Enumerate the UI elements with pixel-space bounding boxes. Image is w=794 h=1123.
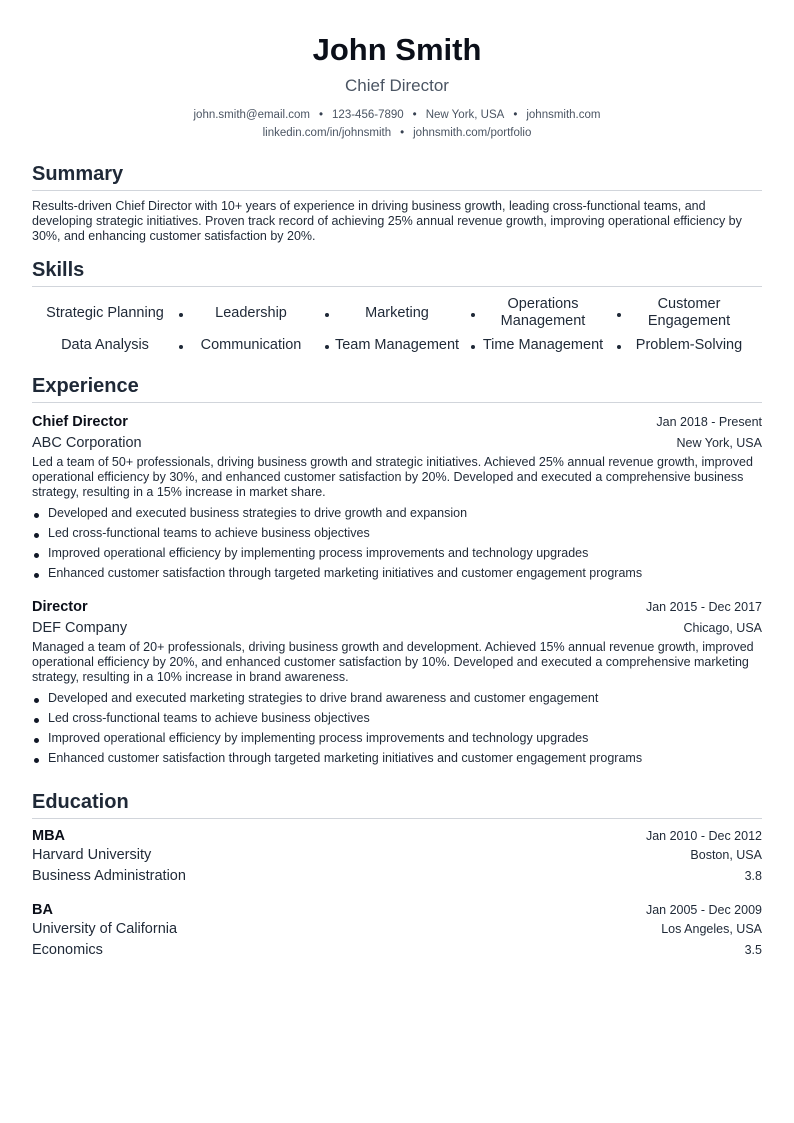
- skill-item: [616, 296, 762, 330]
- skill-label: Operations Management: [500, 296, 586, 329]
- edu-degree-row: [32, 827, 762, 845]
- school-name: Harvard University: [32, 847, 152, 863]
- skill-label: Data Analysis: [61, 336, 149, 353]
- education-heading: Education: [32, 790, 762, 819]
- skill-label: Communication: [200, 336, 302, 353]
- candidate-name: John Smith: [312, 32, 482, 67]
- phone-number[interactable]: 123-456-7890: [332, 109, 404, 121]
- skill-item: [470, 296, 616, 330]
- job-bullets: [32, 688, 762, 768]
- bullet-icon: [34, 513, 39, 518]
- edu-school-row: [32, 919, 762, 940]
- job-description: Managed a team of 20+ professionals, driving business growth and development. Achieved 15% annual revenue growth, improved operational efficiency by 20%, and enhanced customer satisfaction by 10%. Developed and executed a comprehensive marketing strategy, resulting in a 10% increase in brand awareness.: [32, 640, 754, 684]
- bullet-text: Improved operational efficiency by implementing process improvements and technology upgrades: [48, 546, 589, 560]
- bullet-icon: [34, 533, 39, 538]
- skill-item: [178, 334, 324, 356]
- skill-item: [32, 334, 178, 356]
- contact-separator: •: [412, 109, 417, 121]
- skill-label: Customer Engagement: [647, 296, 731, 329]
- job-entry: [32, 413, 762, 583]
- edu-field-row: [32, 866, 762, 887]
- skill-label: Leadership: [215, 304, 287, 321]
- skills-grid: [32, 296, 762, 356]
- linkedin-link[interactable]: linkedin.com/in/johnsmith: [262, 127, 392, 139]
- degree: BA: [32, 902, 53, 918]
- job-location: New York, USA: [676, 436, 762, 450]
- skills-section: [32, 258, 762, 356]
- degree: MBA: [32, 828, 66, 844]
- candidate-title: Chief Director: [345, 76, 449, 95]
- bullet-icon: [34, 553, 39, 558]
- skill-item: [324, 334, 470, 356]
- skills-heading: Skills: [32, 258, 762, 287]
- website-link[interactable]: johnsmith.com: [526, 109, 601, 121]
- list-item: [32, 748, 762, 768]
- company-name: ABC Corporation: [32, 435, 142, 451]
- contact-separator: •: [513, 109, 518, 121]
- list-item: [32, 503, 762, 523]
- list-item: [32, 728, 762, 748]
- bullet-text: Developed and executed business strategies to drive growth and expansion: [48, 506, 468, 520]
- school-name: University of California: [32, 921, 178, 937]
- edu-school-row: [32, 845, 762, 866]
- skill-label: Team Management: [334, 336, 460, 353]
- edu-dates: Jan 2010 - Dec 2012: [645, 829, 762, 843]
- job-location: Chicago, USA: [683, 621, 762, 635]
- bullet-text: Led cross-functional teams to achieve business objectives: [48, 711, 370, 725]
- edu-location: Boston, USA: [690, 848, 762, 862]
- job-company-row: [32, 431, 762, 453]
- bullet-icon: [34, 698, 39, 703]
- job-company-row: [32, 616, 762, 638]
- bullet-text: Led cross-functional teams to achieve business objectives: [48, 526, 370, 540]
- edu-degree-row: [32, 901, 762, 919]
- field-of-study: Business Administration: [32, 868, 186, 884]
- job-title: Director: [32, 599, 88, 615]
- job-bullets: [32, 503, 762, 583]
- gpa: 3.8: [744, 869, 762, 883]
- skill-item: [32, 296, 178, 330]
- skill-label: Marketing: [365, 304, 429, 321]
- gpa: 3.5: [744, 943, 762, 957]
- bullet-icon: [34, 758, 39, 763]
- education-entry: [32, 827, 762, 887]
- skill-item: [616, 334, 762, 356]
- summary-text: Results-driven Chief Director with 10+ years of experience in driving business growth, leading cross-functional teams, and developing strategic initiatives. Proven track record of achieving 25% annual revenue growth, improving operational efficiency by 30%, and enhancing customer satisfaction by 20%.: [32, 199, 742, 243]
- resume-header: [32, 0, 762, 142]
- bullet-icon: [34, 718, 39, 723]
- edu-location: Los Angeles, USA: [661, 922, 762, 936]
- bullet-icon: [34, 738, 39, 743]
- contact-separator: •: [319, 109, 324, 121]
- list-item: [32, 523, 762, 543]
- company-name: DEF Company: [32, 620, 128, 636]
- job-dates: Jan 2015 - Dec 2017: [645, 600, 762, 614]
- bullet-icon: [34, 573, 39, 578]
- job-header-row: [32, 598, 762, 616]
- location: New York, USA: [425, 109, 505, 121]
- summary-section: [32, 162, 762, 244]
- list-item: [32, 563, 762, 583]
- list-item: [32, 708, 762, 728]
- list-item: [32, 543, 762, 563]
- portfolio-link[interactable]: johnsmith.com/portfolio: [413, 127, 532, 139]
- skill-label: Problem-Solving: [635, 336, 743, 353]
- skill-item: [470, 334, 616, 356]
- field-of-study: Economics: [32, 942, 103, 958]
- skill-label: Time Management: [482, 336, 604, 353]
- job-title: Chief Director: [32, 414, 128, 430]
- job-entry: [32, 598, 762, 768]
- skill-item: [324, 296, 470, 330]
- experience-section: [32, 374, 762, 768]
- bullet-text: Enhanced customer satisfaction through targeted marketing initiatives and customer engagement programs: [48, 751, 643, 765]
- email-link[interactable]: john.smith@email.com: [193, 109, 310, 121]
- contact-separator: •: [400, 127, 405, 139]
- edu-dates: Jan 2005 - Dec 2009: [645, 903, 762, 917]
- list-item: [32, 688, 762, 708]
- summary-heading: Summary: [32, 162, 762, 191]
- job-header-row: [32, 413, 762, 431]
- skill-label: Strategic Planning: [46, 304, 164, 321]
- bullet-text: Developed and executed marketing strategies to drive brand awareness and customer engagement: [48, 691, 599, 705]
- experience-heading: Experience: [32, 374, 762, 403]
- skill-item: [178, 296, 324, 330]
- contact-line-primary: [32, 106, 762, 124]
- edu-field-row: [32, 940, 762, 961]
- education-section: [32, 790, 762, 961]
- job-description: Led a team of 50+ professionals, driving business growth and strategic initiatives. Achieved 25% annual revenue growth, improved operational efficiency by 30%, and enhanced customer satisfaction by 20%. Developed and executed a comprehensive business strategy, resulting in a 15% increase in market share.: [32, 455, 753, 499]
- bullet-text: Improved operational efficiency by implementing process improvements and technology upgrades: [48, 731, 589, 745]
- bullet-text: Enhanced customer satisfaction through targeted marketing initiatives and customer engagement programs: [48, 566, 643, 580]
- contact-line-secondary: [32, 124, 762, 142]
- education-entry: [32, 901, 762, 961]
- job-dates: Jan 2018 - Present: [656, 415, 762, 429]
